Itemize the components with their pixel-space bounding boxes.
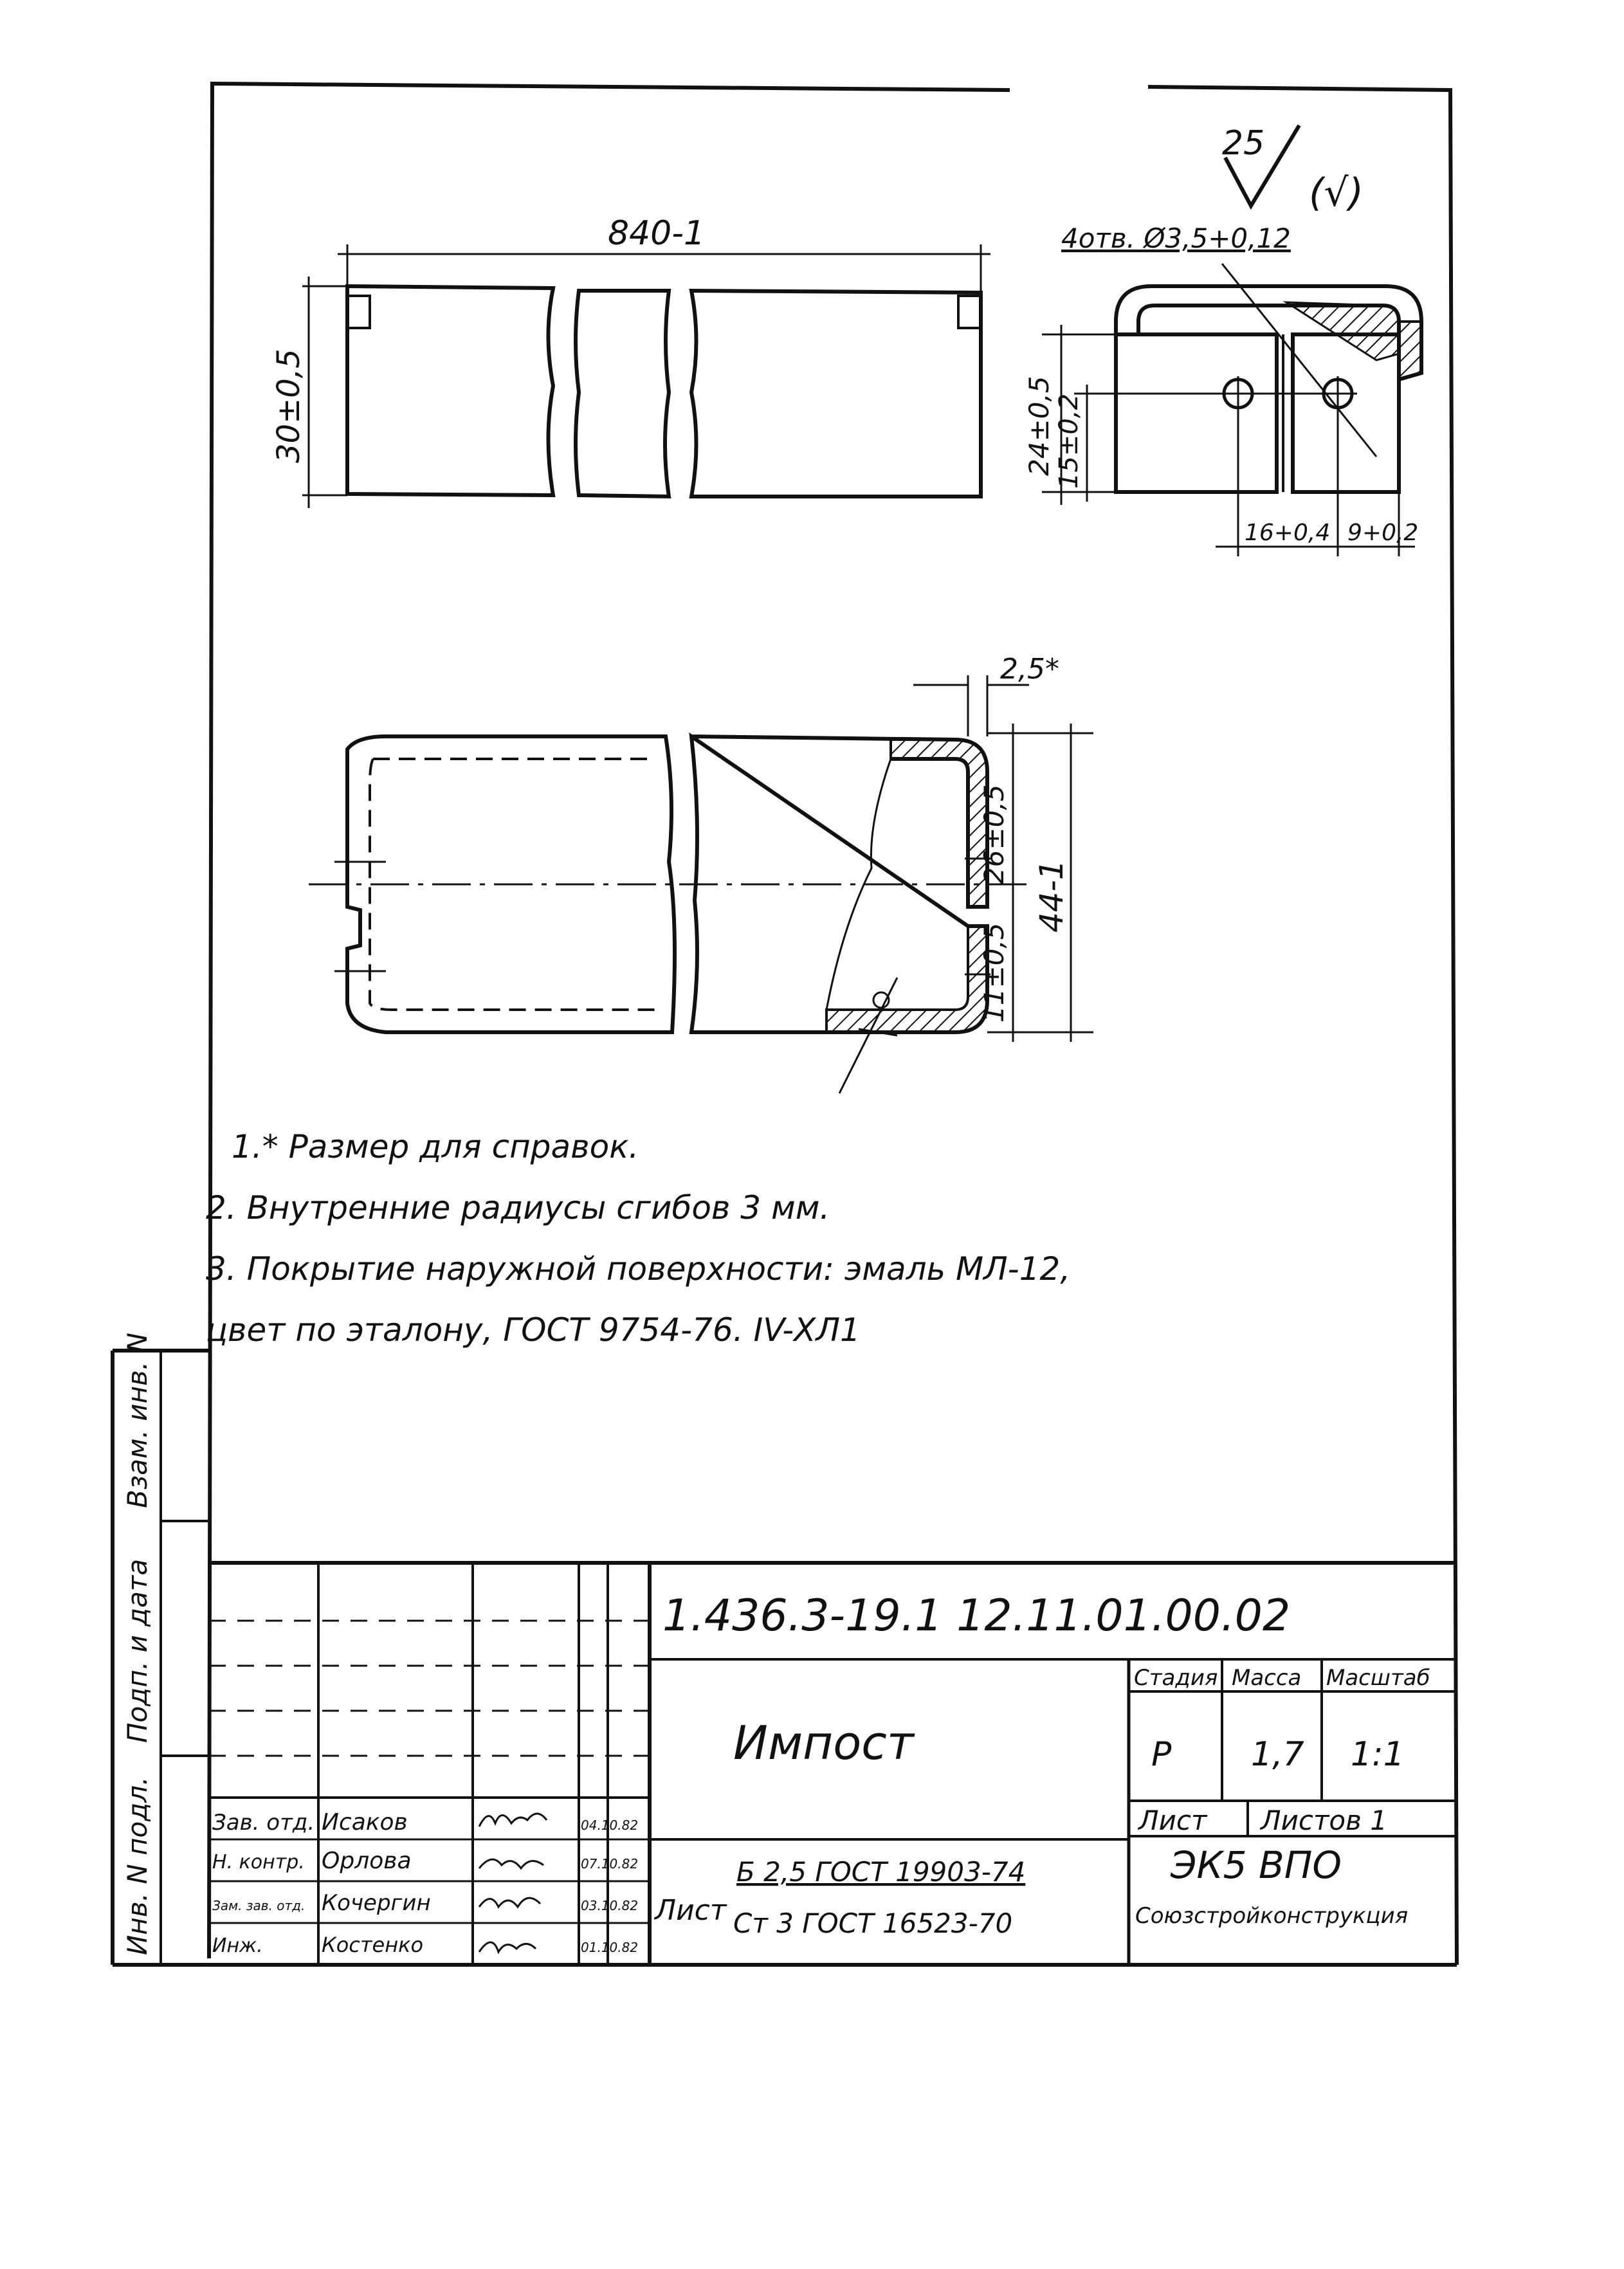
header-scale: Масштаб: [1326, 1665, 1430, 1691]
note-2: 2. Внутренние радиусы сгибов 3 мм.: [206, 1189, 830, 1226]
dim-flange-lower: 11±0,5: [978, 922, 1010, 1023]
side-view: [1042, 264, 1421, 556]
roughness-symbol: [1222, 124, 1364, 215]
header-stage: Стадия: [1134, 1665, 1218, 1691]
dim-thickness: 2,5*: [1000, 653, 1059, 686]
front-view: [302, 244, 990, 508]
sheets-label: Листов 1: [1261, 1805, 1387, 1836]
stamp-replaced-inv: Взам. инв. N: [122, 1333, 153, 1508]
signature-name: Костенко: [322, 1933, 424, 1957]
signature-date: 03.10.82: [581, 1898, 639, 1913]
signature-name: Орлова: [322, 1848, 412, 1874]
material-line-1: Б 2,5 ГОСТ 19903-74: [736, 1856, 1026, 1888]
material-line-2: Ст 3 ГОСТ 16523-70: [733, 1908, 1013, 1939]
technical-notes: [206, 1128, 1070, 1349]
signature-name: Кочергин: [322, 1890, 431, 1916]
dim-hole-spacing: 16+0,4: [1245, 520, 1331, 546]
note-4: цвет по эталону, ГОСТ 9754-76. IV-ХЛ1: [206, 1311, 861, 1349]
plan-view: [309, 675, 1093, 1093]
note-1: 1.* Размер для справок.: [232, 1128, 639, 1165]
signature-date: 07.10.82: [581, 1856, 639, 1872]
dim-edge-offset: 9+0,2: [1347, 520, 1419, 546]
value-stage: Р: [1151, 1735, 1172, 1774]
roughness-rest: (√): [1309, 170, 1364, 215]
stamp-sign-date: Подп. и дата: [122, 1558, 153, 1743]
signature-role: Инж.: [212, 1935, 263, 1957]
note-3: 3. Покрытие наружной поверхности: эмаль МЛ-12,: [206, 1250, 1071, 1288]
drawing-designation: 1.436.3-19.1 12.11.01.00.02: [662, 1590, 1291, 1641]
dim-height-front: 30±0,5: [271, 349, 307, 463]
signature-name: Исаков: [322, 1809, 408, 1836]
signature-role: Зав. отд.: [212, 1810, 315, 1836]
signature-role: Зам. зав. отд.: [212, 1898, 306, 1913]
dim-hole-height: 15±0,2: [1054, 393, 1084, 489]
title-block: [212, 1590, 1430, 1957]
handwritten-signatures: [479, 1814, 547, 1952]
header-mass: Масса: [1232, 1665, 1302, 1691]
part-name: Импост: [733, 1716, 914, 1770]
stamp-inv-no: Инв. N подл.: [122, 1776, 153, 1955]
value-mass: 1,7: [1251, 1735, 1304, 1774]
material-prefix: Лист: [655, 1894, 727, 1927]
signature-role: Н. контр.: [212, 1851, 305, 1873]
sheet-label: Лист: [1138, 1805, 1207, 1836]
roughness-value: 25: [1222, 124, 1265, 163]
value-scale: 1:1: [1351, 1735, 1405, 1774]
signature-date: 01.10.82: [581, 1940, 639, 1955]
dim-length: 840-1: [608, 214, 706, 253]
dim-flange-upper: 26±0,5: [978, 784, 1010, 884]
dim-width-plan: 44-1: [1033, 859, 1070, 933]
dim-height-side: 24±0,5: [1023, 376, 1055, 476]
side-stamp: [122, 1333, 153, 1955]
org-name: Союзстройконструкция: [1135, 1903, 1409, 1929]
signature-date: 04.10.82: [581, 1818, 639, 1833]
dim-holes: 4отв. Ø3,5+0,12: [1061, 223, 1291, 254]
org-code: ЭК5 ВПО: [1171, 1843, 1342, 1887]
